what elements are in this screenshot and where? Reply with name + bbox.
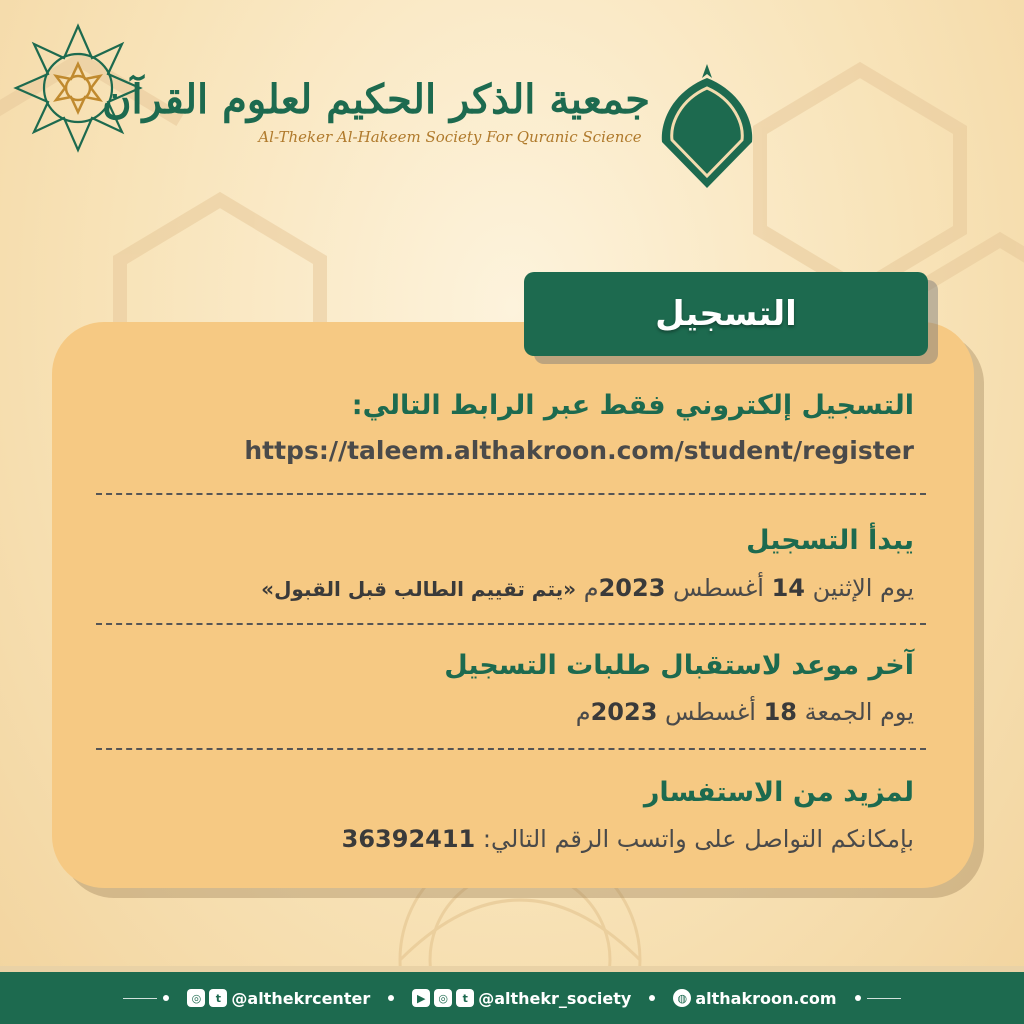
divider: [96, 493, 926, 495]
start-year: 2023: [598, 574, 666, 602]
instagram-icon[interactable]: ◎: [187, 989, 205, 1007]
inquiry-heading: لمزيد من الاستفسار: [643, 777, 914, 808]
deadline-year: 2023: [590, 698, 658, 726]
footer-dot: [649, 995, 655, 1001]
whatsapp-number[interactable]: 36392411: [341, 825, 476, 853]
footer-line: [867, 998, 901, 999]
footer-dot: [855, 995, 861, 1001]
registration-instruction: التسجيل إلكتروني فقط عبر الرابط التالي:: [351, 390, 914, 421]
org-name-english: Al-Theker Al-Hakeem Society For Quranic Science: [258, 128, 642, 146]
logo: [102, 76, 650, 146]
deadline-heading: آخر موعد لاستقبال طلبات التسجيل: [444, 650, 914, 681]
footer: [0, 972, 1024, 1024]
footer-dot: [163, 995, 169, 1001]
start-heading: يبدأ التسجيل: [746, 525, 914, 556]
start-suffix: م: [583, 574, 599, 602]
inquiry-text: بإمكانكم التواصل على واتسب الرقم التالي:: [482, 825, 914, 853]
start-date-line: [261, 574, 914, 603]
deadline-day: يوم الجمعة: [804, 698, 914, 726]
divider: [96, 623, 926, 625]
page-title: التسجيل: [655, 294, 797, 334]
footer-website-group: [673, 989, 836, 1008]
start-day: يوم الإثنين: [812, 574, 914, 602]
globe-icon[interactable]: ◍: [673, 989, 691, 1007]
deadline-suffix: م: [575, 698, 591, 726]
footer-handle-1[interactable]: @althekrcenter: [231, 988, 371, 1008]
footer-handle-group-1: [187, 989, 370, 1008]
start-month: أغسطس: [673, 574, 764, 602]
twitter-icon[interactable]: t: [209, 989, 227, 1007]
start-note: «يتم تقييم الطالب قبل القبول»: [261, 577, 577, 601]
youtube-icon[interactable]: ▶: [412, 989, 430, 1007]
footer-handle-group-2: [412, 989, 631, 1008]
emblem-icon: [652, 62, 762, 192]
deadline-date-number: 18: [763, 698, 797, 726]
instagram-icon[interactable]: ◎: [434, 989, 452, 1007]
footer-handle-2[interactable]: @althekr_society: [478, 988, 632, 1008]
divider: [96, 748, 926, 750]
twitter-icon[interactable]: t: [456, 989, 474, 1007]
footer-website[interactable]: althakroon.com: [695, 988, 837, 1008]
footer-dot: [388, 995, 394, 1001]
registration-link[interactable]: https://taleem.althakroon.com/student/register: [244, 436, 914, 465]
deadline-date-line: [576, 698, 914, 727]
deadline-month: أغسطس: [665, 698, 756, 726]
start-date-number: 14: [771, 574, 805, 602]
org-name-arabic: جمعية الذكر الحكيم لعلوم القرآن: [102, 76, 650, 123]
inquiry-line: [342, 825, 914, 854]
footer-line: [123, 998, 157, 999]
title-banner: [524, 272, 928, 356]
